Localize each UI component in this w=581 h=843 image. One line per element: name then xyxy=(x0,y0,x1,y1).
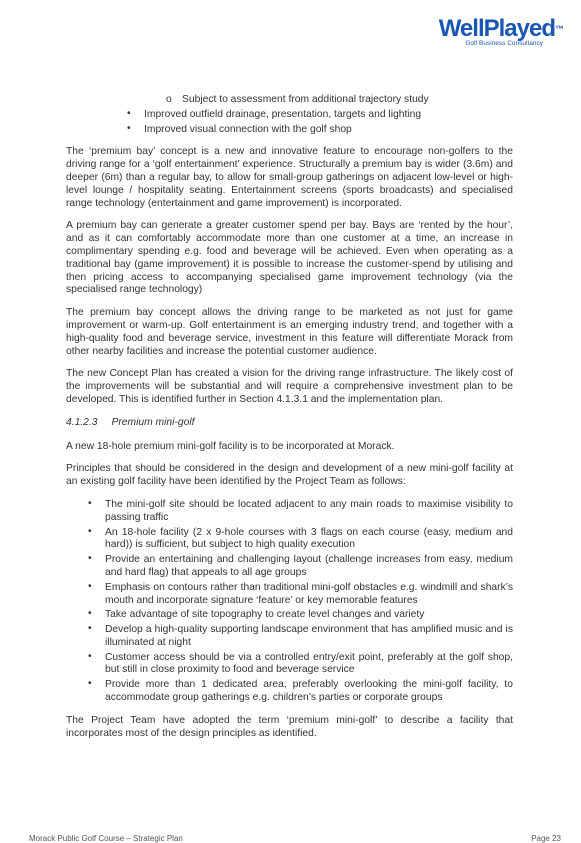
footer-document-title: Morack Public Golf Course – Strategic Plan xyxy=(29,834,183,843)
list-item-text: Improved visual connection with the golf shop xyxy=(144,123,352,135)
range-improvement-list xyxy=(66,109,513,137)
bullet-icon: • xyxy=(88,678,92,690)
list-item xyxy=(66,582,513,608)
bullet-icon: • xyxy=(88,580,92,592)
sub-bullet-text: Subject to assessment from additional trajectory study xyxy=(182,94,429,105)
list-item xyxy=(66,527,513,553)
bullet-icon: • xyxy=(88,525,92,537)
paragraph-mini-golf-intro: A new 18-hole premium mini-golf facility is to be incorporated at Morack. xyxy=(66,440,395,452)
list-item-text: Improved outfield drainage, presentation, targets and lighting xyxy=(144,108,422,120)
logo-trademark: ™ xyxy=(555,24,563,34)
list-item xyxy=(66,109,513,122)
sub-bullet-marker: o xyxy=(166,94,172,105)
bullet-icon: • xyxy=(88,553,92,565)
footer-page-number: Page 23 xyxy=(531,834,561,843)
list-item-text: Provide an entertaining and challenging layout (challenge increases from easy, medium and hard flag) that appeals to all age groups xyxy=(105,554,513,578)
bullet-icon: • xyxy=(88,608,92,620)
logo-wordmark xyxy=(413,16,563,42)
principles-list xyxy=(66,499,513,705)
logo-subtitle: Golf Business Consultancy xyxy=(465,40,543,47)
list-item-text: Develop a high-quality supporting landscape environment that has amplified music and is illuminated at night xyxy=(105,624,513,648)
section-heading xyxy=(66,417,513,430)
sub-bullet-list xyxy=(66,94,513,107)
list-item xyxy=(66,624,513,650)
section-number: 4.1.2.3 xyxy=(66,416,98,428)
bullet-icon: • xyxy=(127,107,131,119)
list-item-text: Emphasis on contours rather than traditional mini-golf obstacles e.g. windmill and shark’s mouth and incorporate signature ‘feature’ or key memorable features xyxy=(105,581,513,606)
list-item-text: Provide more than 1 dedicated area, preferably overlooking the mini-golf facility, to accommodate group gatherings e.g. children’s parties or corporate groups xyxy=(105,679,513,704)
list-item xyxy=(66,124,513,137)
list-item-text: An 18-hole facility (2 x 9-hole courses with 3 flags on each course (easy, medium and hard)) is sufficient, but subject to high quality execution xyxy=(105,526,513,551)
list-item-text: Take advantage of site topography to create level changes and variety xyxy=(105,609,425,621)
paragraph-premium-bay-spend: A premium bay can generate a greater customer spend per bay. Bays are ‘rented by the hour’, and as it can comfortably accommodate more than one customer at a time, an increase in complimentary spending e.g. food and beverage will be achieved. Even when operating as a traditional bay (game improvement) it is possible to increase the customer-spend by utilising and then pricing access to accompanying specialised game improvement technology (via the specialised range technology) xyxy=(66,220,513,296)
list-item xyxy=(66,499,513,525)
bullet-icon: • xyxy=(88,650,92,662)
document-body xyxy=(66,94,513,750)
bullet-icon: • xyxy=(88,497,92,509)
logo-played: Played xyxy=(483,15,555,42)
bullet-icon: • xyxy=(88,623,92,635)
paragraph-concept-plan: The new Concept Plan has created a vision for the driving range infrastructure. The likely cost of the improvements will be substantial and will require a comprehensive investment plan to be developed. This is identified further in Section 4.1.3.1 and the implementation plan. xyxy=(66,368,513,405)
paragraph-premium-bay-concept: The ‘premium bay’ concept is a new and innovative feature to encourage non-golfers to the driving range for a ‘golf entertainment’ experience. Structurally a premium bay is wider (3.6m) and deeper (6m) than a regular bay, to allow for small-group gatherings on adjacent low-level or high-level lounge / hospitality seating. Entertainment screens (sports broadcasts) and specialised range technology (entertainment and game improvement) is incorporated. xyxy=(66,146,513,209)
logo-well: Well xyxy=(438,15,484,42)
paragraph-closing: The Project Team have adopted the term ‘premium mini-golf’ to describe a facility that incorporates most of the design principles as identified. xyxy=(66,714,513,739)
section-title: Premium mini-golf xyxy=(111,416,195,428)
list-item xyxy=(66,609,513,622)
list-item-text: The mini-golf site should be located adjacent to any main roads to maximise visibility to passing traffic xyxy=(105,498,513,523)
list-item xyxy=(66,679,513,705)
list-item-text: Customer access should be via a controlled entry/exit point, preferably at the golf shop, but still in close proximity to food and beverage service xyxy=(105,651,513,676)
wellplayed-logo xyxy=(413,16,563,47)
list-item xyxy=(66,554,513,580)
paragraph-premium-bay-marketing: The premium bay concept allows the driving range to be marketed as not just for game improvement or warm-up. Golf entertainment is an emerging industry trend, and together with a high-quality food and beverage service, investment in this feature will differentiate Morack from other nearby facilities and increase the potential customer audience. xyxy=(66,307,513,357)
sub-bullet-item xyxy=(66,94,513,107)
bullet-icon: • xyxy=(127,122,131,134)
list-item xyxy=(66,652,513,678)
paragraph-principles-intro: Principles that should be considered in the design and development of a new mini-golf facility at an existing golf facility have been identified by the Project Team as follows: xyxy=(66,463,513,488)
